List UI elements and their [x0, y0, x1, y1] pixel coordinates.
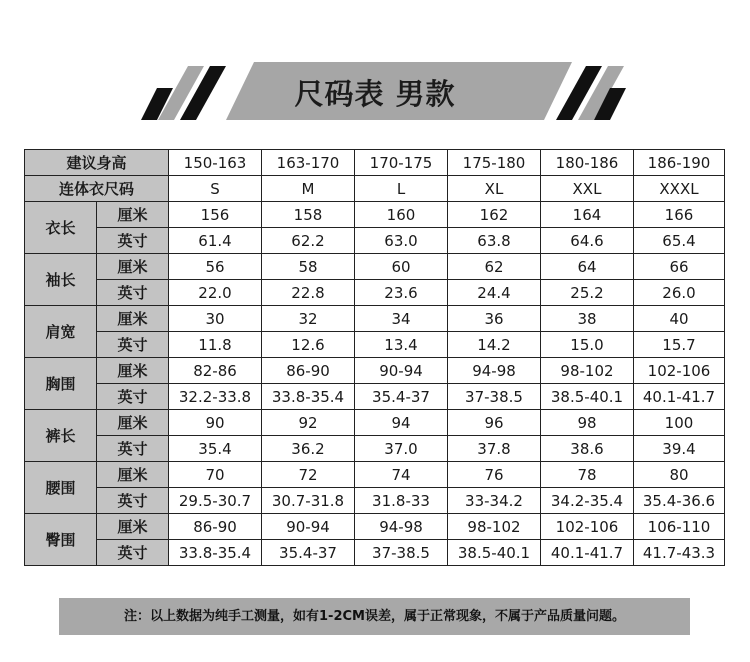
- height-range-cell: 186-190: [634, 150, 725, 176]
- size-cell: XXXL: [634, 176, 725, 202]
- value-cell: 102-106: [541, 514, 634, 540]
- table-row: [25, 384, 725, 410]
- value-cell: 62: [448, 254, 541, 280]
- table-row: [25, 202, 725, 228]
- value-cell: 29.5-30.7: [169, 488, 262, 514]
- table-row: [25, 306, 725, 332]
- value-cell: 35.4-36.6: [634, 488, 725, 514]
- measurement-name: 腰围: [25, 462, 97, 514]
- value-cell: 82-86: [169, 358, 262, 384]
- value-cell: 92: [262, 410, 355, 436]
- unit-label: 英寸: [97, 228, 169, 254]
- unit-label: 厘米: [97, 254, 169, 280]
- height-range-cell: 170-175: [355, 150, 448, 176]
- value-cell: 33.8-35.4: [169, 540, 262, 566]
- table-row: [25, 462, 725, 488]
- value-cell: 23.6: [355, 280, 448, 306]
- value-cell: 24.4: [448, 280, 541, 306]
- unit-label: 英寸: [97, 280, 169, 306]
- value-cell: 98: [541, 410, 634, 436]
- table-row: [25, 358, 725, 384]
- value-cell: 40.1-41.7: [634, 384, 725, 410]
- measurement-name: 衣长: [25, 202, 97, 254]
- unit-label: 厘米: [97, 358, 169, 384]
- value-cell: 160: [355, 202, 448, 228]
- value-cell: 11.8: [169, 332, 262, 358]
- value-cell: 78: [541, 462, 634, 488]
- value-cell: 38.5-40.1: [541, 384, 634, 410]
- value-cell: 35.4-37: [262, 540, 355, 566]
- table-row: [25, 254, 725, 280]
- value-cell: 90: [169, 410, 262, 436]
- value-cell: 37.0: [355, 436, 448, 462]
- value-cell: 63.8: [448, 228, 541, 254]
- value-cell: 38.5-40.1: [448, 540, 541, 566]
- value-cell: 98-102: [541, 358, 634, 384]
- value-cell: 94-98: [448, 358, 541, 384]
- value-cell: 162: [448, 202, 541, 228]
- measurement-name: 肩宽: [25, 306, 97, 358]
- value-cell: 94-98: [355, 514, 448, 540]
- value-cell: 34.2-35.4: [541, 488, 634, 514]
- value-cell: 15.0: [541, 332, 634, 358]
- value-cell: 31.8-33: [355, 488, 448, 514]
- measurement-note: 注：以上数据为纯手工测量，如有1-2CM误差，属于正常现象，不属于产品质量问题。: [59, 598, 690, 635]
- value-cell: 65.4: [634, 228, 725, 254]
- value-cell: 32: [262, 306, 355, 332]
- value-cell: 37-38.5: [448, 384, 541, 410]
- value-cell: 38: [541, 306, 634, 332]
- table-row: [25, 436, 725, 462]
- value-cell: 102-106: [634, 358, 725, 384]
- value-cell: 13.4: [355, 332, 448, 358]
- value-cell: 62.2: [262, 228, 355, 254]
- height-header-label: 建议身高: [25, 150, 169, 176]
- unit-label: 厘米: [97, 410, 169, 436]
- value-cell: 32.2-33.8: [169, 384, 262, 410]
- value-cell: 36.2: [262, 436, 355, 462]
- value-cell: 156: [169, 202, 262, 228]
- value-cell: 22.8: [262, 280, 355, 306]
- value-cell: 61.4: [169, 228, 262, 254]
- value-cell: 37.8: [448, 436, 541, 462]
- value-cell: 41.7-43.3: [634, 540, 725, 566]
- unit-label: 英寸: [97, 436, 169, 462]
- table-row: [25, 410, 725, 436]
- value-cell: 30: [169, 306, 262, 332]
- value-cell: 39.4: [634, 436, 725, 462]
- height-range-cell: 175-180: [448, 150, 541, 176]
- value-cell: 90-94: [355, 358, 448, 384]
- unit-label: 英寸: [97, 384, 169, 410]
- measurement-name: 袖长: [25, 254, 97, 306]
- size-cell: S: [169, 176, 262, 202]
- value-cell: 15.7: [634, 332, 725, 358]
- size-cell: XXL: [541, 176, 634, 202]
- unit-label: 厘米: [97, 514, 169, 540]
- unit-label: 厘米: [97, 202, 169, 228]
- value-cell: 56: [169, 254, 262, 280]
- measurement-name: 胸围: [25, 358, 97, 410]
- table-row: [25, 280, 725, 306]
- unit-label: 厘米: [97, 306, 169, 332]
- value-cell: 98-102: [448, 514, 541, 540]
- value-cell: 58: [262, 254, 355, 280]
- value-cell: 72: [262, 462, 355, 488]
- value-cell: 80: [634, 462, 725, 488]
- value-cell: 25.2: [541, 280, 634, 306]
- value-cell: 40: [634, 306, 725, 332]
- value-cell: 63.0: [355, 228, 448, 254]
- value-cell: 35.4: [169, 436, 262, 462]
- unit-label: 厘米: [97, 462, 169, 488]
- value-cell: 70: [169, 462, 262, 488]
- value-cell: 36: [448, 306, 541, 332]
- value-cell: 66: [634, 254, 725, 280]
- header-row-heights: [25, 150, 725, 176]
- size-chart-table: [24, 149, 725, 566]
- height-range-cell: 180-186: [541, 150, 634, 176]
- height-range-cell: 150-163: [169, 150, 262, 176]
- value-cell: 37-38.5: [355, 540, 448, 566]
- table-row: [25, 514, 725, 540]
- value-cell: 76: [448, 462, 541, 488]
- value-cell: 74: [355, 462, 448, 488]
- value-cell: 30.7-31.8: [262, 488, 355, 514]
- value-cell: 38.6: [541, 436, 634, 462]
- value-cell: 94: [355, 410, 448, 436]
- size-header-label: 连体衣尺码: [25, 176, 169, 202]
- value-cell: 26.0: [634, 280, 725, 306]
- value-cell: 12.6: [262, 332, 355, 358]
- table-row: [25, 332, 725, 358]
- height-range-cell: 163-170: [262, 150, 355, 176]
- unit-label: 英寸: [97, 540, 169, 566]
- header-row-sizes: [25, 176, 725, 202]
- value-cell: 60: [355, 254, 448, 280]
- value-cell: 35.4-37: [355, 384, 448, 410]
- value-cell: 106-110: [634, 514, 725, 540]
- title-banner: [0, 58, 750, 130]
- value-cell: 100: [634, 410, 725, 436]
- value-cell: 64.6: [541, 228, 634, 254]
- value-cell: 33-34.2: [448, 488, 541, 514]
- value-cell: 33.8-35.4: [262, 384, 355, 410]
- value-cell: 40.1-41.7: [541, 540, 634, 566]
- value-cell: 158: [262, 202, 355, 228]
- value-cell: 64: [541, 254, 634, 280]
- table-row: [25, 228, 725, 254]
- size-cell: XL: [448, 176, 541, 202]
- measurement-name: 裤长: [25, 410, 97, 462]
- size-cell: L: [355, 176, 448, 202]
- table-row: [25, 540, 725, 566]
- unit-label: 英寸: [97, 332, 169, 358]
- value-cell: 86-90: [262, 358, 355, 384]
- value-cell: 164: [541, 202, 634, 228]
- value-cell: 86-90: [169, 514, 262, 540]
- table-row: [25, 488, 725, 514]
- unit-label: 英寸: [97, 488, 169, 514]
- measurement-name: 臀围: [25, 514, 97, 566]
- value-cell: 14.2: [448, 332, 541, 358]
- size-cell: M: [262, 176, 355, 202]
- value-cell: 90-94: [262, 514, 355, 540]
- value-cell: 96: [448, 410, 541, 436]
- value-cell: 22.0: [169, 280, 262, 306]
- page-title: 尺码表 男款: [294, 77, 456, 111]
- value-cell: 166: [634, 202, 725, 228]
- value-cell: 34: [355, 306, 448, 332]
